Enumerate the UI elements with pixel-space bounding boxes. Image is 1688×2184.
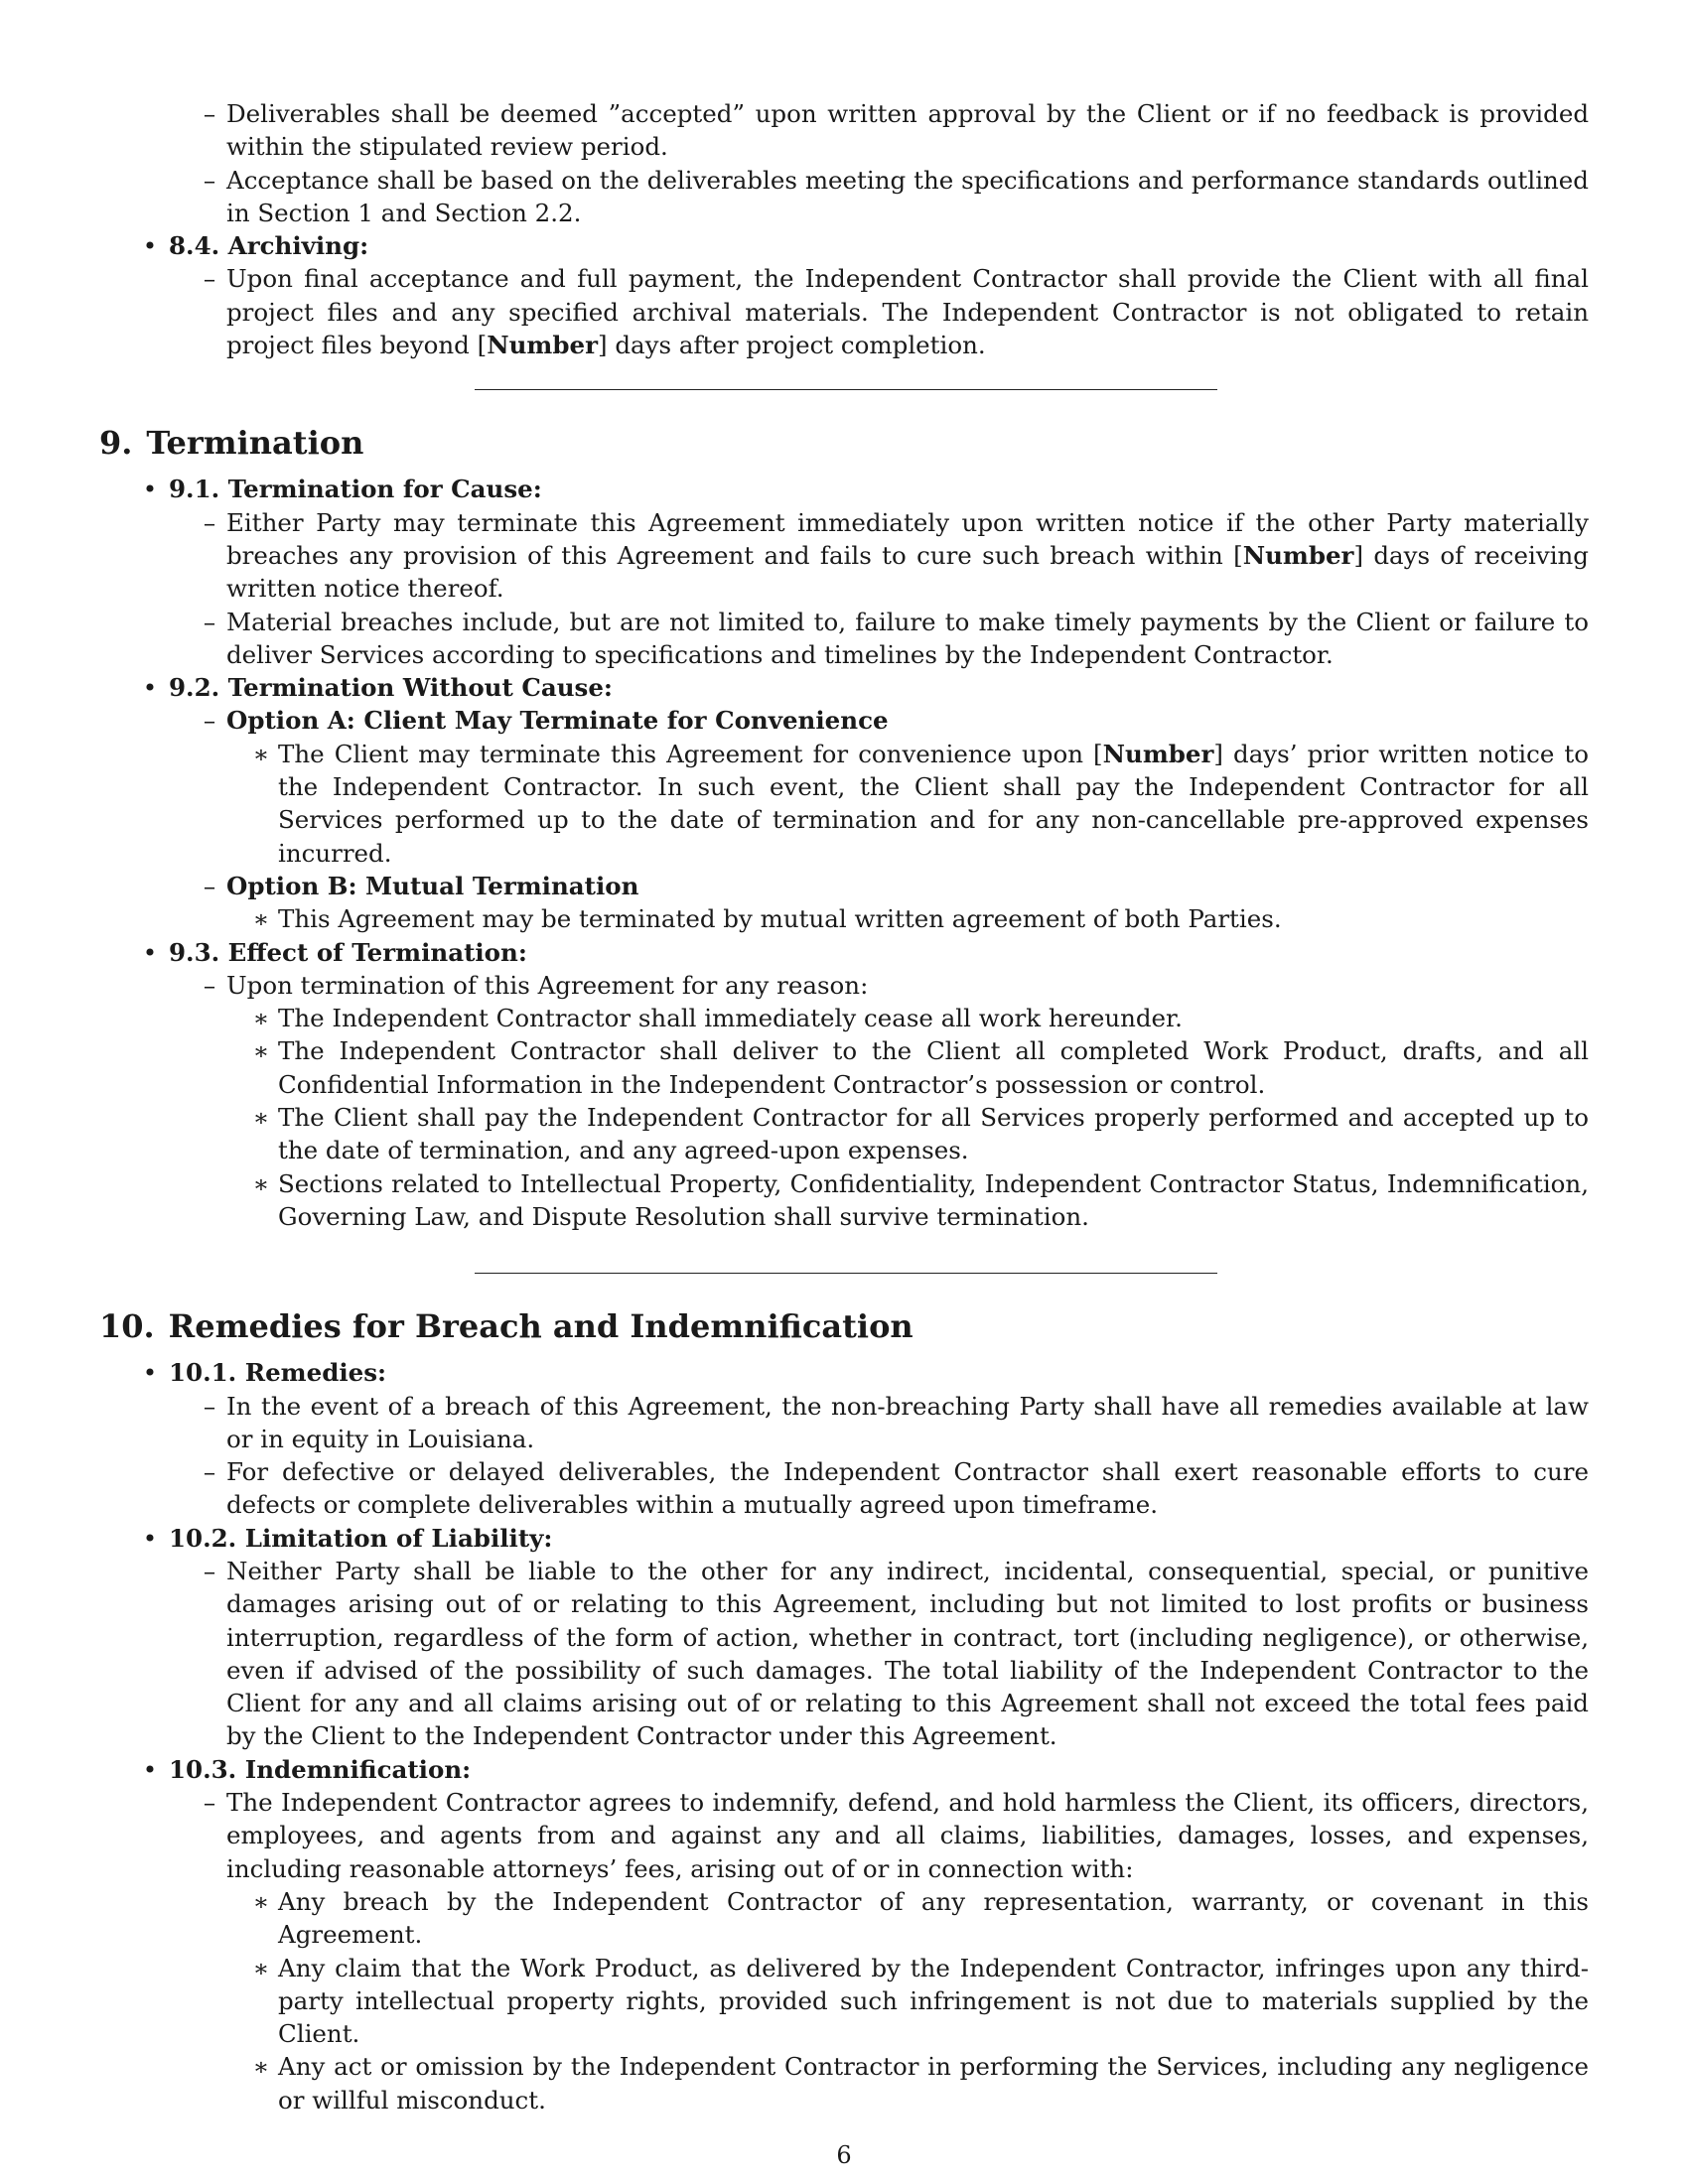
dash-marker: –	[203, 607, 216, 636]
star-marker: ∗	[252, 904, 270, 934]
list-item	[99, 506, 1589, 606]
list-item	[99, 2050, 1589, 2116]
bullet-marker: •	[142, 1754, 158, 1784]
subsection-heading: 10.1. Remedies:	[169, 1358, 387, 1388]
paragraph: Sections related to Intellectual Property, Confidentiality, Independent Contractor Status, Indemnification, Governing Law, and Dispute Resolution shall survive termination.	[278, 1168, 1589, 1231]
dash-marker: –	[203, 1788, 216, 1818]
list-item	[99, 262, 1589, 361]
star-marker: ∗	[252, 739, 270, 768]
bullet-marker: •	[142, 1523, 158, 1553]
paragraph: Any act or omission by the Independent Contractor in performing the Services, including any negligence or willful misconduct.	[278, 2052, 1589, 2115]
list-item	[99, 164, 1589, 230]
option-heading: Option A: Client May Terminate for Convenience	[226, 706, 889, 736]
star-marker: ∗	[252, 1886, 270, 1916]
section-heading-remedies: 10. Remedies for Breach and Indemnification	[99, 1307, 914, 1346]
star-marker: ∗	[252, 2052, 270, 2082]
list-item	[99, 969, 1589, 1002]
list-item	[99, 738, 1589, 870]
dash-marker: –	[203, 706, 216, 736]
dash-marker: –	[203, 1457, 216, 1487]
list-item	[99, 704, 1589, 737]
paragraph: The Client shall pay the Independent Contractor for all Services properly performed and accepted up to the date of termination, and any agreed-upon expenses.	[278, 1103, 1589, 1165]
bullet-marker: •	[142, 475, 158, 504]
dash-marker: –	[203, 507, 216, 537]
paragraph: Neither Party shall be liable to the other for any indirect, incidental, consequential, special, or punitive damages arising out of or relating to this Agreement, including but not limited to lost profits or business interruption, regardless of the form of action, whether in contract, tort (including negligence), or otherwise, even if advised of the possibility of such damages. The total liability of the Independent Contractor to the Client for any and all claims arising out of or relating to this Agreement shall not exceed the total fees paid by the Client to the Independent Contractor under this Agreement.	[226, 1556, 1589, 1751]
dash-marker: –	[203, 970, 216, 1000]
subsection-heading: 9.3. Effect of Termination:	[169, 937, 527, 967]
star-marker: ∗	[252, 1168, 270, 1198]
list-item	[99, 1390, 1589, 1456]
paragraph: The Independent Contractor shall immediately cease all work hereunder.	[278, 1004, 1183, 1033]
list-item	[99, 902, 1589, 935]
star-marker: ∗	[252, 1036, 270, 1066]
star-marker: ∗	[252, 1103, 270, 1133]
list-item	[99, 606, 1589, 672]
paragraph: Any breach by the Independent Contractor of any representation, warranty, or covenant in this Agreement.	[278, 1886, 1589, 1950]
list-item	[99, 1885, 1589, 1952]
paragraph: Upon final acceptance and full payment, the Independent Contractor shall provide the Client with all final project files and any specified archival materials. The Independent Contractor is not obligated to retain project files beyond [Number] days after project completion.	[226, 264, 1589, 360]
paragraph: This Agreement may be terminated by mutual written agreement of both Parties.	[278, 904, 1282, 934]
list-item	[99, 1753, 1589, 1786]
list-item	[99, 473, 1589, 505]
list-item	[99, 229, 1589, 262]
star-marker: ∗	[252, 1004, 270, 1033]
list-item	[99, 1952, 1589, 2051]
list-item	[99, 936, 1589, 969]
dash-marker: –	[203, 264, 216, 294]
dash-marker: –	[203, 871, 216, 900]
bullet-marker: •	[142, 231, 158, 261]
list-item	[99, 1034, 1589, 1101]
section-heading-termination: 9. Termination	[99, 424, 364, 463]
list-item	[99, 1356, 1589, 1389]
bullet-marker: •	[142, 673, 158, 703]
page-number: 6	[836, 2141, 852, 2169]
subsection-heading: 10.2. Limitation of Liability:	[169, 1523, 553, 1553]
paragraph: For defective or delayed deliverables, the Independent Contractor shall exert reasonable efforts to cure defects or complete deliverables within a mutually agreed upon timeframe.	[226, 1457, 1589, 1520]
document-page	[99, 97, 1589, 2116]
paragraph: Upon termination of this Agreement for any reason:	[226, 970, 869, 1000]
subsection-heading: 9.2. Termination Without Cause:	[169, 673, 613, 703]
subsection-heading: 10.3. Indemnification:	[169, 1754, 472, 1784]
list-item	[99, 1002, 1589, 1034]
paragraph: Any claim that the Work Product, as delivered by the Independent Contractor, infringes upon any third-party intellectual property rights, provided such infringement is not due to materials supplied by the Client.	[278, 1953, 1589, 2049]
subsection-heading: 9.1. Termination for Cause:	[169, 475, 542, 504]
list-item	[99, 1555, 1589, 1753]
list-item	[99, 870, 1589, 902]
bullet-marker: •	[142, 1358, 158, 1388]
list-item	[99, 671, 1589, 704]
list-item	[99, 97, 1589, 164]
paragraph: Either Party may terminate this Agreement immediately upon written notice if the other Party materially breaches any provision of this Agreement and fails to cure such breach within [Number] days of receiving written notice thereof.	[226, 507, 1589, 604]
paragraph: The Independent Contractor shall deliver to the Client all completed Work Product, drafts, and all Confidential Information in the Independent Contractor’s possession or control.	[278, 1036, 1589, 1099]
subsection-heading: 8.4. Archiving:	[169, 231, 369, 261]
dash-marker: –	[203, 1556, 216, 1585]
paragraph: Material breaches include, but are not limited to, failure to make timely payments by the Client or failure to deliver Services according to specifications and timelines by the Independent Contractor.	[226, 607, 1589, 669]
paragraph: The Client may terminate this Agreement for convenience upon [Number] days’ prior written notice to the Independent Contractor. In such event, the Client shall pay the Independent Contractor for all Services performed up to the date of termination and for any non-cancellable pre-approved expenses incurred.	[278, 739, 1589, 868]
list-item	[99, 1786, 1589, 1885]
bullet-marker: •	[142, 937, 158, 967]
dash-marker: –	[203, 165, 216, 195]
option-heading: Option B: Mutual Termination	[226, 871, 639, 900]
dash-marker: –	[203, 1391, 216, 1421]
dash-marker: –	[203, 99, 216, 128]
paragraph: The Independent Contractor agrees to indemnify, defend, and hold harmless the Client, its officers, directors, employees, and agents from and against any and all claims, liabilities, damages, losses, and expenses, including reasonable attorneys’ fees, arising out of or in connection with:	[226, 1788, 1589, 1883]
star-marker: ∗	[252, 1953, 270, 1982]
paragraph: Acceptance shall be based on the deliverables meeting the specifications and performance standards outlined in Section 1 and Section 2.2.	[226, 165, 1589, 227]
list-item	[99, 1101, 1589, 1167]
list-item	[99, 1455, 1589, 1522]
list-item	[99, 1522, 1589, 1555]
paragraph: Deliverables shall be deemed ”accepted” upon written approval by the Client or if no feedback is provided within the stipulated review period.	[226, 99, 1589, 162]
list-item	[99, 1167, 1589, 1234]
paragraph: In the event of a breach of this Agreement, the non-breaching Party shall have all remedies available at law or in equity in Louisiana.	[226, 1391, 1589, 1453]
